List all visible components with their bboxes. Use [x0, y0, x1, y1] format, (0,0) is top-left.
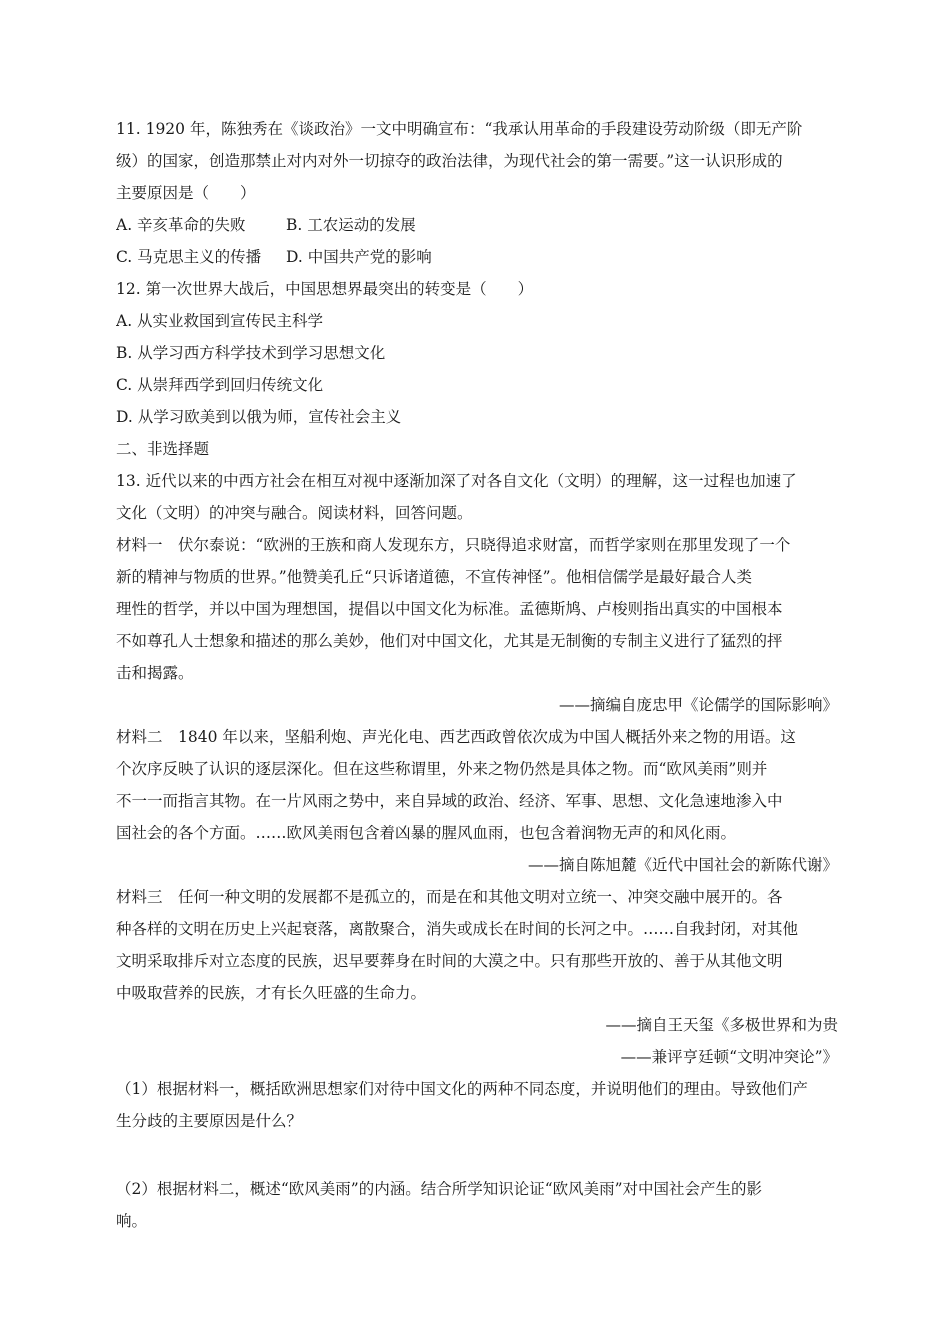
material-line: 种各样的文明在历史上兴起衰落，离散聚合，消失或成长在时间的长河之中。……自我封闭，对其他: [116, 920, 799, 938]
q11-option-b: B. 工农运动的发展: [286, 216, 416, 234]
q11-options-row: [116, 241, 838, 273]
q12-option-c: C. 从崇拜西学到回归传统文化: [116, 376, 324, 394]
q11-stem-line: 主要原因是（ ）: [116, 184, 256, 202]
material-line: 中吸取营养的民族，才有长久旺盛的生命力。: [116, 984, 427, 1002]
material-source: ——兼评亨廷顿“文明冲突论”》: [620, 1048, 838, 1066]
material-1: [116, 529, 838, 721]
q12-option-b: B. 从学习西方科学技术到学习思想文化: [116, 344, 386, 362]
q13-intro-line: 13. 近代以来的中西方社会在相互对视中逐渐加深了对各自文化（文明）的理解，这一过程也加速了: [116, 472, 797, 490]
material-line: 国社会的各个方面。……欧风美雨包含着凶暴的腥风血雨，也包含着润物无声的和风化雨。: [116, 824, 737, 842]
material-line: 个次序反映了认识的逐层深化。但在这些称谓里，外来之物仍然是具体之物。而“欧风美雨”则并: [116, 760, 768, 778]
material-line: 文明采取排斥对立态度的民族，迟早要葬身在时间的大漠之中。只有那些开放的、善于从其他文明: [116, 952, 783, 970]
material-2: [116, 721, 838, 881]
sub-question-line: 生分歧的主要原因是什么？: [116, 1112, 303, 1130]
q11-option-d: D. 中国共产党的影响: [286, 248, 432, 266]
material-line: 材料一 伏尔泰说：“欧洲的王族和商人发现东方，只晓得追求财富，而哲学家则在那里发现了一个: [116, 536, 791, 554]
q11-stem-line: 11. 1920 年，陈独秀在《谈政治》一文中明确宣布：“我承认用革命的手段建设劳动阶级（即无产阶: [116, 120, 803, 138]
material-source: ——摘自陈旭麓《近代中国社会的新陈代谢》: [527, 856, 838, 874]
material-source: ——摘编自庞忠甲《论儒学的国际影响》: [558, 696, 838, 714]
exam-page: [116, 113, 838, 1237]
q12-option-d: D. 从学习欧美到以俄为师，宣传社会主义: [116, 408, 402, 426]
q11-options-row: [116, 209, 838, 241]
q12-option-a: A. 从实业救国到宣传民主科学: [116, 312, 324, 330]
q12-stem: 12. 第一次世界大战后，中国思想界最突出的转变是（ ）: [116, 280, 534, 298]
sub-question-1: [116, 1073, 838, 1137]
answer-space: [116, 1137, 838, 1173]
material-line: 材料三 任何一种文明的发展都不是孤立的，而是在和其他文明对立统一、冲突交融中展开的。各: [116, 888, 783, 906]
question-12: [116, 273, 838, 433]
material-3: [116, 881, 838, 1073]
material-source: ——摘自王天玺《多极世界和为贵: [605, 1016, 838, 1034]
sub-question-line: 响。: [116, 1212, 148, 1230]
material-line: 材料二 1840 年以来，坚船利炮、声光化电、西艺西政曾依次成为中国人概括外来之物的用语。这: [116, 728, 796, 746]
sub-question-line: （1）根据材料一，概括欧洲思想家们对待中国文化的两种不同态度，并说明他们的理由。导致他们产: [116, 1080, 808, 1098]
q13-intro-line: 文化（文明）的冲突与融合。阅读材料，回答问题。: [116, 504, 473, 522]
question-11: [116, 113, 838, 273]
material-line: 不如尊孔人士想象和描述的那么美妙，他们对中国文化，尤其是无制衡的专制主义进行了猛烈的抨: [116, 632, 783, 650]
material-line: 击和揭露。: [116, 664, 194, 682]
material-line: 新的精神与物质的世界。”他赞美孔丘“只诉诸道德，不宣传神怪”。他相信儒学是最好最合人类: [116, 568, 753, 586]
sub-question-2: [116, 1173, 838, 1237]
section-heading: 二、非选择题: [116, 440, 210, 458]
q11-option-a: A. 辛亥革命的失败: [116, 216, 246, 234]
sub-question-line: （2）根据材料二，概述“欧风美雨”的内涵。结合所学知识论证“欧风美雨”对中国社会产生的影: [116, 1180, 763, 1198]
q11-stem-line: 级）的国家，创造那禁止对内对外一切掠夺的政治法律，为现代社会的第一需要。”这一认识形成的: [116, 152, 783, 170]
material-line: 不一一而指言其物。在一片风雨之势中，来自异域的政治、经济、军事、思想、文化急速地渗入中: [116, 792, 783, 810]
question-13: [116, 465, 838, 1237]
q11-option-c: C. 马克思主义的传播: [116, 248, 262, 266]
material-line: 理性的哲学，并以中国为理想国，提倡以中国文化为标准。孟德斯鸠、卢梭则指出真实的中国根本: [116, 600, 783, 618]
